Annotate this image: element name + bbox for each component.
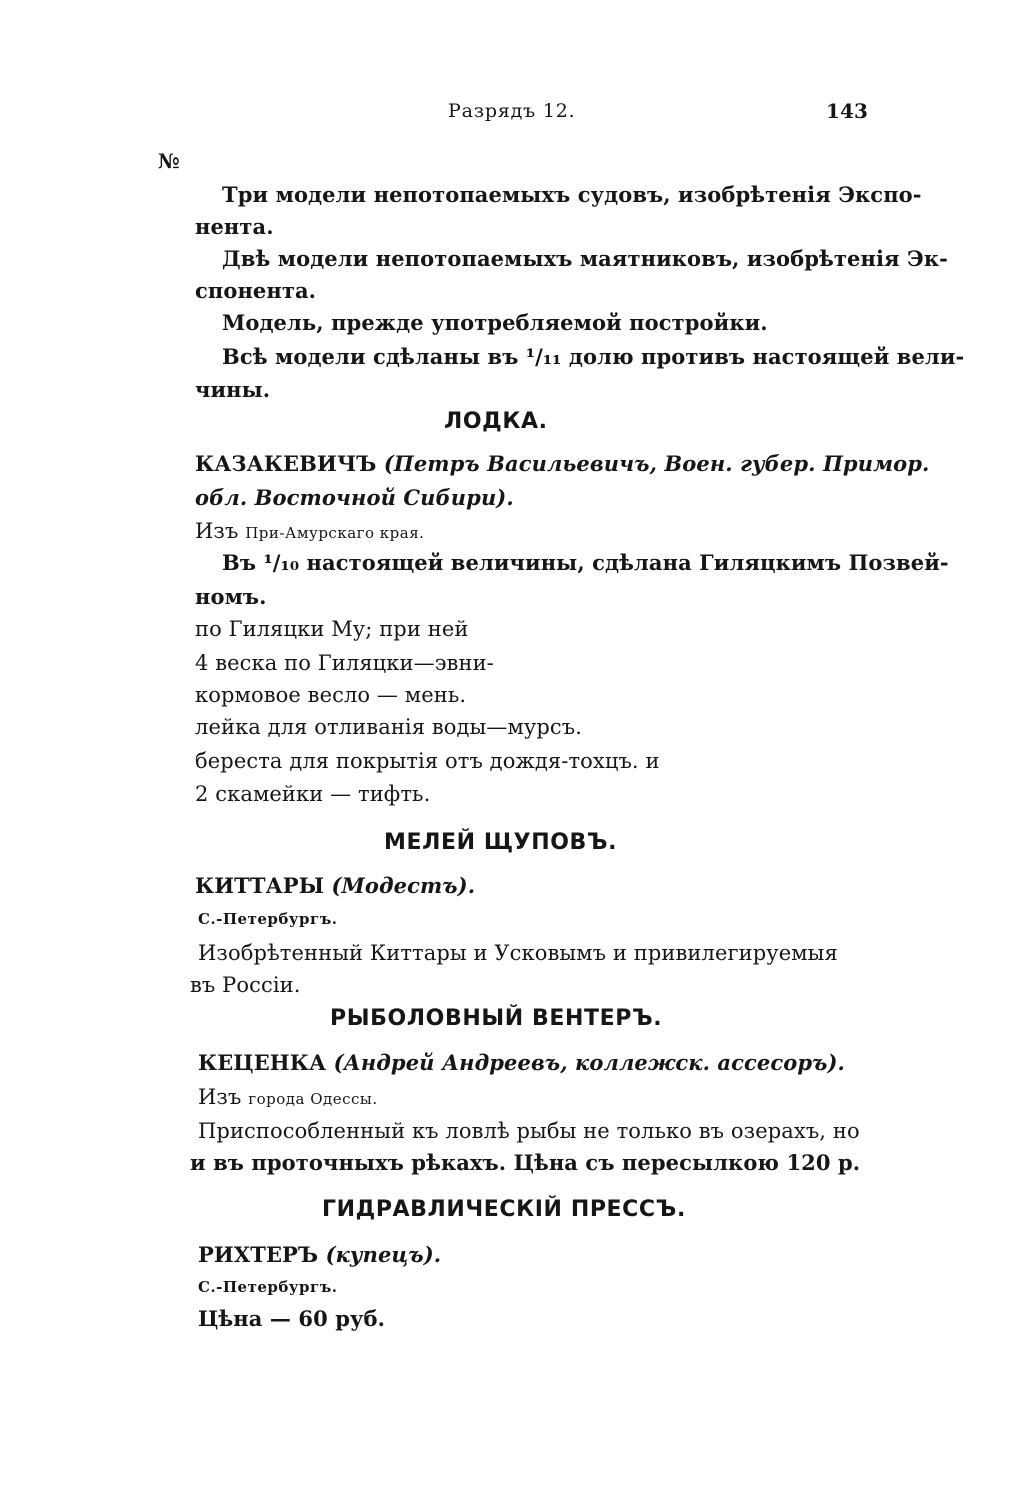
text-line: по Гиляцки Му; при ней [195,617,469,641]
text-line: и въ проточныхъ рѣкахъ. Цѣна съ пересылкою 120 р. [190,1150,861,1175]
text-line: въ Россіи. [190,973,301,997]
text-line: кормовое весло — мень. [195,683,467,707]
section-heading: РЫБОЛОВНЫЙ ВЕНТЕРЪ. [330,1006,663,1031]
exhibitor-name: КЕЦЕНКА [198,1050,327,1075]
city-line: С.-Петербургъ. [198,1278,338,1296]
city-line: С.-Петербургъ. [198,910,338,928]
exhibitor-name: КИТТАРЫ [195,873,325,898]
exhibitor-detail: (Петръ Васильевичъ, Воен. губер. Примор. [383,451,930,476]
text-line: Изобрѣтенный Киттары и Усковымъ и привилегируемыя [198,941,838,965]
entry-line [195,873,475,899]
exhibitor-name: РИХТЕРЪ [198,1242,319,1267]
text-line: 4 веска по Гиляцки—эвни- [195,651,494,675]
text-line: спонента. [195,278,317,303]
entry-line [198,1242,441,1268]
origin-line [195,518,424,546]
text-line: Приспособленный къ ловлѣ рыбы не только въ озерахъ, но [198,1119,860,1143]
exhibitor-detail: (Модестъ). [331,873,476,898]
text-line: Въ ¹/₁₀ настоящей величины, сдѣлана Гиляцкимъ Позвей- [222,550,949,575]
exhibitor-detail: обл. Восточной Сибири). [195,485,514,510]
text-line: береста для покрытія отъ дождя-тохцъ. и [195,749,660,773]
entry-line [195,451,929,477]
text-line: чины. [195,377,271,402]
origin-line [198,1084,378,1112]
section-heading: МЕЛЕЙ ЩУПОВЪ. [384,830,618,855]
section-heading: ЛОДКА. [444,409,548,434]
entry-line [198,1050,845,1076]
price-line: Цѣна — 60 руб. [198,1306,386,1331]
exhibitor-detail: (Андрей Андреевъ, коллежск. ассесоръ). [333,1050,845,1075]
text-line: лейка для отливанія воды—мурсъ. [195,715,582,739]
text-line: Всѣ модели сдѣланы въ ¹/₁₁ долю противъ настоящей вели- [222,344,965,369]
text-line: номъ. [195,584,267,609]
section-heading: ГИДРАВЛИЧЕСКІЙ ПРЕССЪ. [322,1197,686,1222]
origin-place: города Одессы. [248,1090,378,1108]
text-line: Двѣ модели непотопаемыхъ маятниковъ, изобрѣтенія Эк- [222,246,948,271]
number-sign: № [158,149,180,173]
origin-prefix: Изъ [198,1085,242,1109]
text-line: нента. [195,214,274,239]
text-line: Три модели непотопаемыхъ судовъ, изобрѣтенія Экспо- [222,182,922,207]
exhibitor-name: КАЗАКЕВИЧЪ [195,451,377,476]
page-number: 143 [826,99,869,123]
exhibitor-detail: (купецъ). [325,1242,442,1267]
origin-prefix: Изъ [195,519,239,543]
origin-place: При-Амурскаго края. [245,524,425,542]
text-line: Модель, прежде употребляемой постройки. [222,310,768,335]
running-title: Разрядъ 12. [448,100,576,122]
text-line: 2 скамейки — тифть. [195,782,431,806]
